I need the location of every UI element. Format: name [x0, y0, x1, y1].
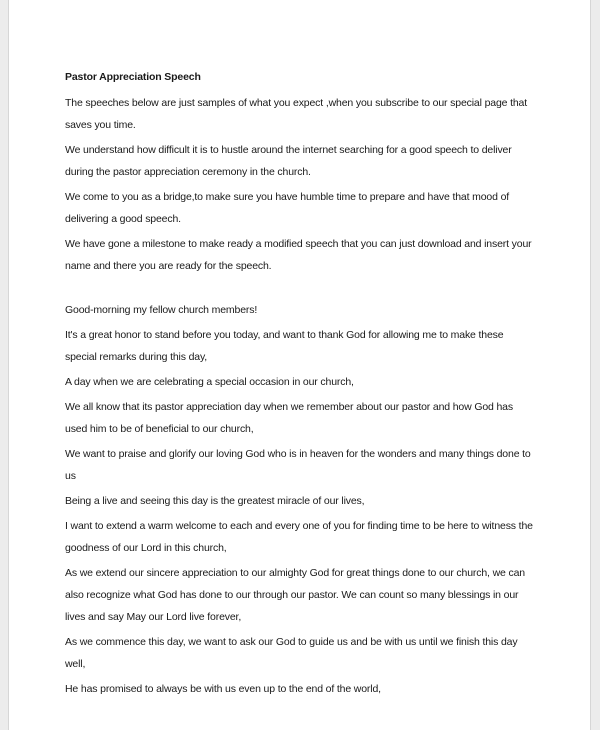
speech-paragraph: As we extend our sincere appreciation to our almighty God for great things done to our church, we can also recognize what God has done to our through our pastor. We can count so many blessings in our lives and say May our Lord live forever, — [65, 567, 525, 623]
intro-paragraph: We understand how difficult it is to hustle around the internet searching for a good speech to deliver during the pastor appreciation ceremony in the church. — [65, 144, 512, 178]
document-title: Pastor Appreciation Speech — [65, 71, 201, 83]
speech-paragraph: Being a live and seeing this day is the greatest miracle of our lives, — [65, 495, 365, 507]
document-page — [8, 0, 591, 730]
speech-greeting: Good-morning my fellow church members! — [65, 304, 258, 316]
speech-paragraph: A day when we are celebrating a special occasion in our church, — [65, 376, 354, 388]
speech-paragraph: It's a great honor to stand before you today, and want to thank God for allowing me to make these special remarks during this day, — [65, 329, 504, 363]
section-spacer — [65, 280, 535, 299]
speech-paragraph: We want to praise and glorify our loving God who is in heaven for the wonders and many things done to us — [65, 448, 531, 482]
speech-paragraph: He has promised to always be with us even up to the end of the world, — [65, 683, 381, 695]
speech-paragraph: We all know that its pastor appreciation day when we remember about our pastor and how God has used him to be of beneficial to our church, — [65, 401, 513, 435]
intro-paragraph: The speeches below are just samples of what you expect ,when you subscribe to our special page that saves you time. — [65, 97, 528, 131]
intro-paragraph: We have gone a milestone to make ready a modified speech that you can just download and insert your name and there you are ready for the speech. — [65, 238, 532, 272]
speech-paragraph: I want to extend a warm welcome to each and every one of you for finding time to be here to witness the goodness of our Lord in this church, — [65, 520, 533, 554]
speech-paragraph: As we commence this day, we want to ask our God to guide us and be with us until we finish this day well, — [65, 636, 518, 670]
intro-paragraph: We come to you as a bridge,to make sure you have humble time to prepare and have that mood of delivering a good speech. — [65, 191, 510, 225]
document-body — [65, 69, 535, 703]
